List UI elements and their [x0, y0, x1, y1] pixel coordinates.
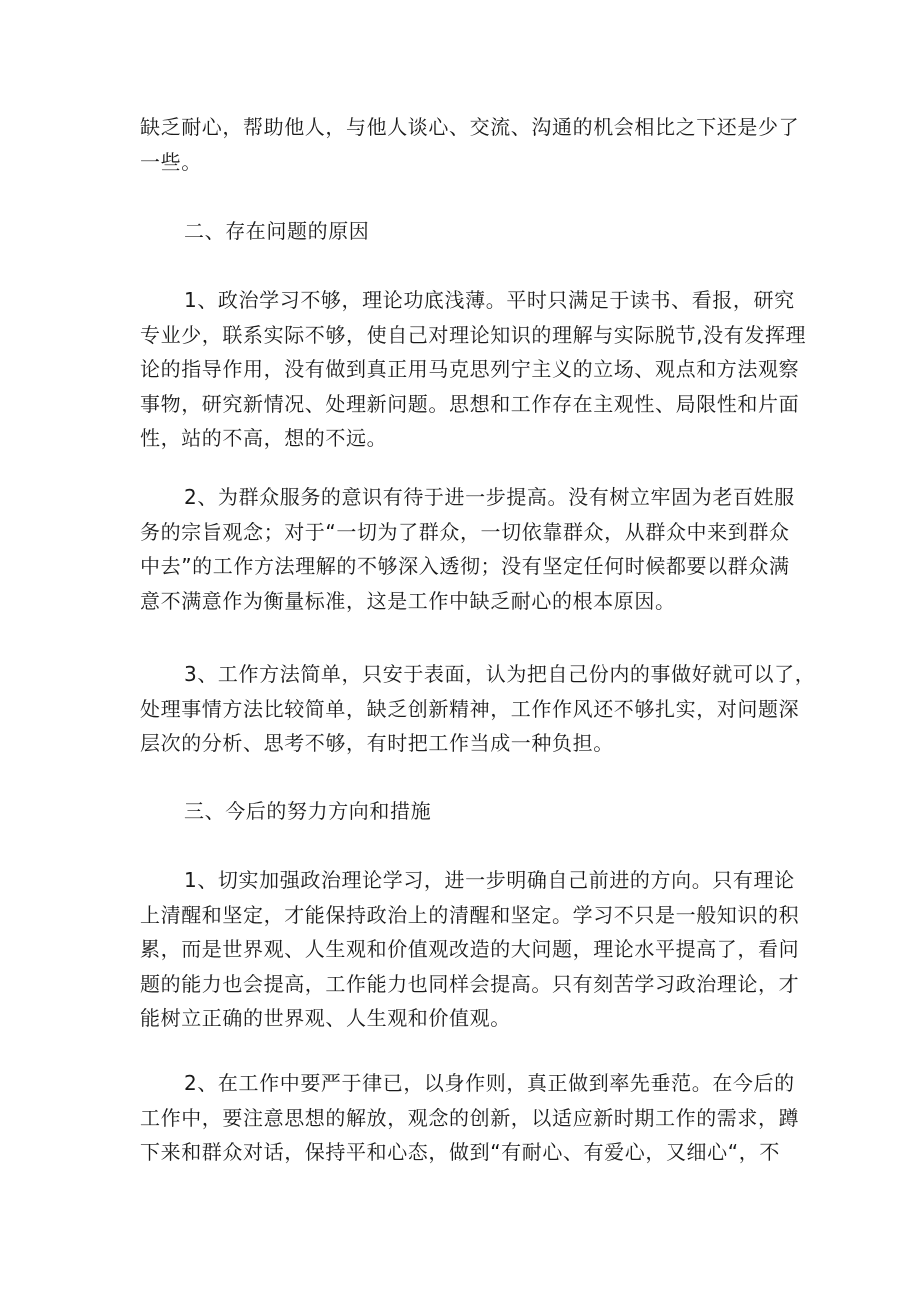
text-line: 题的能力也会提高，工作能力也同样会提高。只有刻苦学习政治理论，才	[140, 971, 800, 996]
text-line: 层次的分析、思考不够，有时把工作当成一种负担。	[140, 731, 614, 755]
text-line: 中去”的工作方法理解的不够深入透彻；没有坚定任何时候都要以群众满	[140, 554, 790, 578]
text-line: 务的宗旨观念；对于“一切为了群众，一切依靠群众，从群众中来到群众	[140, 519, 790, 544]
text-line: 意不满意作为衡量标准，这是工作中缺乏耐心的根本原因。	[140, 588, 676, 613]
text-line: 事物，研究新情况、处理新问题。思想和工作存在主观性、局限性和片面	[140, 391, 800, 416]
text-line: 处理事情方法比较简单，缺乏创新精神，工作作风还不够扎实，对问题深	[140, 696, 800, 721]
paragraph-continued	[140, 110, 800, 179]
paragraph-measure-2	[140, 1066, 800, 1170]
text-line: 能树立正确的世界观、人生观和价值观。	[140, 1006, 511, 1030]
text-line: 工作中，要注意思想的解放，观念的创新，以适应新时期工作的需求，蹲	[140, 1105, 800, 1130]
paragraph-measure-1	[140, 863, 800, 1036]
text-line: 专业少，联系实际不够，使自己对理论知识的理解与实际脱节,没有发挥理	[140, 322, 807, 347]
text-line: 一些。	[140, 149, 202, 174]
text-line: 缺乏耐心，帮助他人，与他人谈心、交流、沟通的机会相比之下还是少了	[140, 115, 800, 139]
text-line: 下来和群众对话，保持平和心态，做到“有耐心、有爱心，又细心“，不	[140, 1140, 780, 1164]
text-line: 性，站的不高，想的不远。	[140, 426, 388, 450]
paragraph-cause-1	[140, 283, 807, 456]
section-heading-measures	[140, 794, 795, 829]
text-line: 论的指导作用，没有做到真正用马克思列宁主义的立场、观点和方法观察	[140, 357, 800, 381]
text-line: 3、工作方法简单，只安于表面，认为把自己份内的事做好就可以了，	[184, 662, 816, 686]
section-heading-causes	[140, 214, 795, 249]
text-line: 1、切实加强政治理论学习，进一步明确自己前进的方向。只有理论	[184, 868, 795, 892]
text-line: 累，而是世界观、人生观和价值观改造的大问题，理论水平提高了，看问	[140, 937, 800, 961]
text-line: 上清醒和坚定，才能保持政治上的清醒和坚定。学习不只是一般知识的积	[140, 902, 800, 927]
text-line: 1、政治学习不够，理论功底浅薄。平时只满足于读书、看报，研究	[184, 288, 795, 312]
heading-text: 二、存在问题的原因	[184, 219, 370, 243]
text-line: 2、为群众服务的意识有待于进一步提高。没有树立牢固为老百姓服	[184, 485, 795, 509]
paragraph-cause-3	[140, 657, 816, 761]
paragraph-cause-2	[140, 480, 795, 618]
text-line: 2、在工作中要严于律已，以身作则，真正做到率先垂范。在今后的	[184, 1071, 795, 1095]
heading-text: 三、今后的努力方向和措施	[184, 799, 432, 823]
